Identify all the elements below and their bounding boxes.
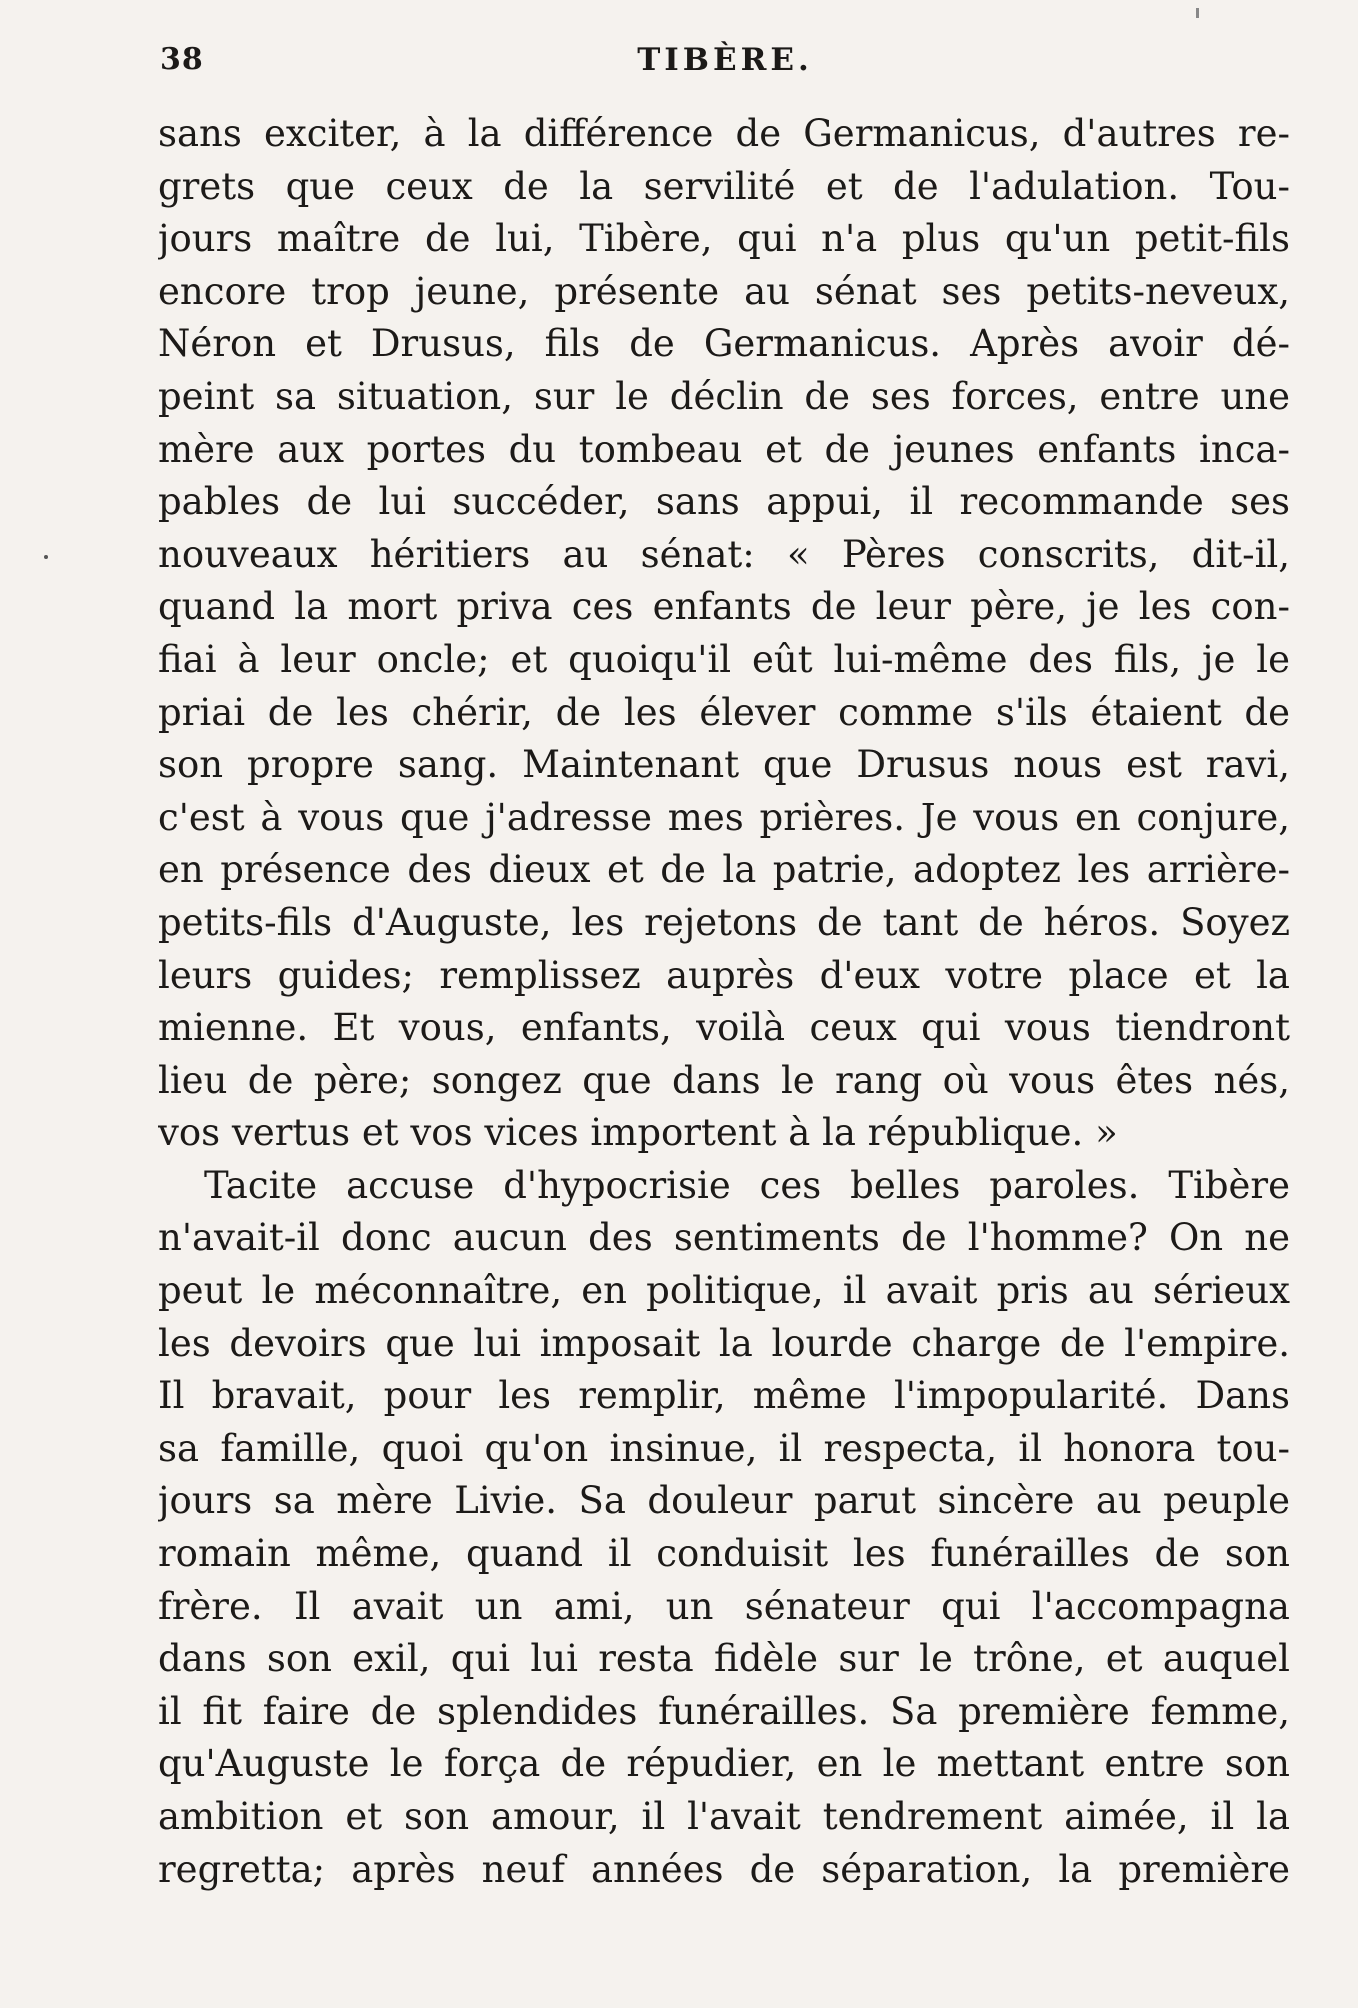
text-line: Néron et Drusus, fils de Germanicus. Après avoir dé- — [158, 322, 1290, 366]
text-line: petits-fils d'Auguste, les rejetons de tant de héros. Soyez — [158, 900, 1290, 944]
text-line: peut le méconnaître, en politique, il avait pris au sérieux — [158, 1269, 1290, 1313]
text-line: encore trop jeune, présente au sénat ses petits-neveux, — [158, 269, 1290, 313]
text-line: ambition et son amour, il l'avait tendrement aimée, il la — [158, 1795, 1290, 1838]
text-line: mère aux portes du tombeau et de jeunes enfants inca- — [158, 427, 1290, 471]
text-line: fiai à leur oncle; et quoiqu'il eût lui-même des fils, je le — [158, 637, 1290, 681]
text-line: frère. Il avait un ami, un sénateur qui l'accompagna — [158, 1584, 1290, 1628]
margin-speck — [44, 555, 48, 559]
text-line: quand la mort priva ces enfants de leur père, je les con- — [158, 585, 1290, 629]
text-line: sans exciter, à la différence de Germanicus, d'autres re- — [158, 112, 1290, 155]
text-line: c'est à vous que j'adresse mes prières. Je vous en conjure, — [158, 795, 1290, 839]
text-line: Il bravait, pour les remplir, même l'impopularité. Dans — [158, 1374, 1290, 1418]
paragraph-1 — [158, 108, 1290, 1160]
text-line: romain même, quand il conduisit les funérailles de son — [158, 1532, 1290, 1576]
text-line: son propre sang. Maintenant que Drusus nous est ravi, — [158, 743, 1290, 787]
text-line: les devoirs que lui imposait la lourde charge de l'empire. — [158, 1321, 1290, 1365]
text-line: il fit faire de splendides funérailles. Sa première femme, — [158, 1689, 1290, 1733]
text-line: sa famille, quoi qu'on insinue, il respecta, il honora tou- — [158, 1426, 1290, 1470]
text-line: jours maître de lui, Tibère, qui n'a plus qu'un petit-fils — [158, 217, 1290, 261]
text-line: qu'Auguste le força de répudier, en le mettant entre son — [158, 1742, 1290, 1786]
text-line: en présence des dieux et de la patrie, adoptez les arrière- — [158, 848, 1290, 892]
text-line: pables de lui succéder, sans appui, il recommande ses — [158, 480, 1290, 524]
text-line: jours sa mère Livie. Sa douleur parut sincère au peuple — [158, 1479, 1290, 1523]
body-text — [158, 108, 1290, 1896]
text-line: mienne. Et vous, enfants, voilà ceux qui vous tiendront — [158, 1006, 1290, 1050]
page-number: 38 — [160, 42, 204, 77]
text-line: leurs guides; remplissez auprès d'eux votre place et la — [158, 953, 1290, 997]
paragraph-2 — [158, 1160, 1290, 1896]
text-line: regretta; après neuf années de séparation, la première — [158, 1847, 1290, 1891]
running-title: TIBÈRE. — [637, 42, 813, 78]
text-line: grets que ceux de la servilité et de l'adulation. Tou- — [158, 164, 1290, 208]
text-line: dans son exil, qui lui resta fidèle sur le trône, et auquel — [158, 1637, 1290, 1681]
text-line: lieu de père; songez que dans le rang où vous êtes nés, — [158, 1058, 1290, 1102]
text-line: n'avait-il donc aucun des sentiments de l'homme? On ne — [158, 1216, 1290, 1260]
text-line: vos vertus et vos vices importent à la république. » — [158, 1111, 1118, 1155]
page-header — [160, 42, 1290, 90]
text-line: nouveaux héritiers au sénat: « Pères conscrits, dit-il, — [158, 532, 1290, 576]
print-speck — [1196, 8, 1199, 18]
text-line: peint sa situation, sur le déclin de ses forces, entre une — [158, 374, 1290, 418]
text-line: priai de les chérir, de les élever comme s'ils étaient de — [158, 690, 1290, 734]
text-line: Tacite accuse d'hypocrisie ces belles paroles. Tibère — [204, 1163, 1290, 1207]
